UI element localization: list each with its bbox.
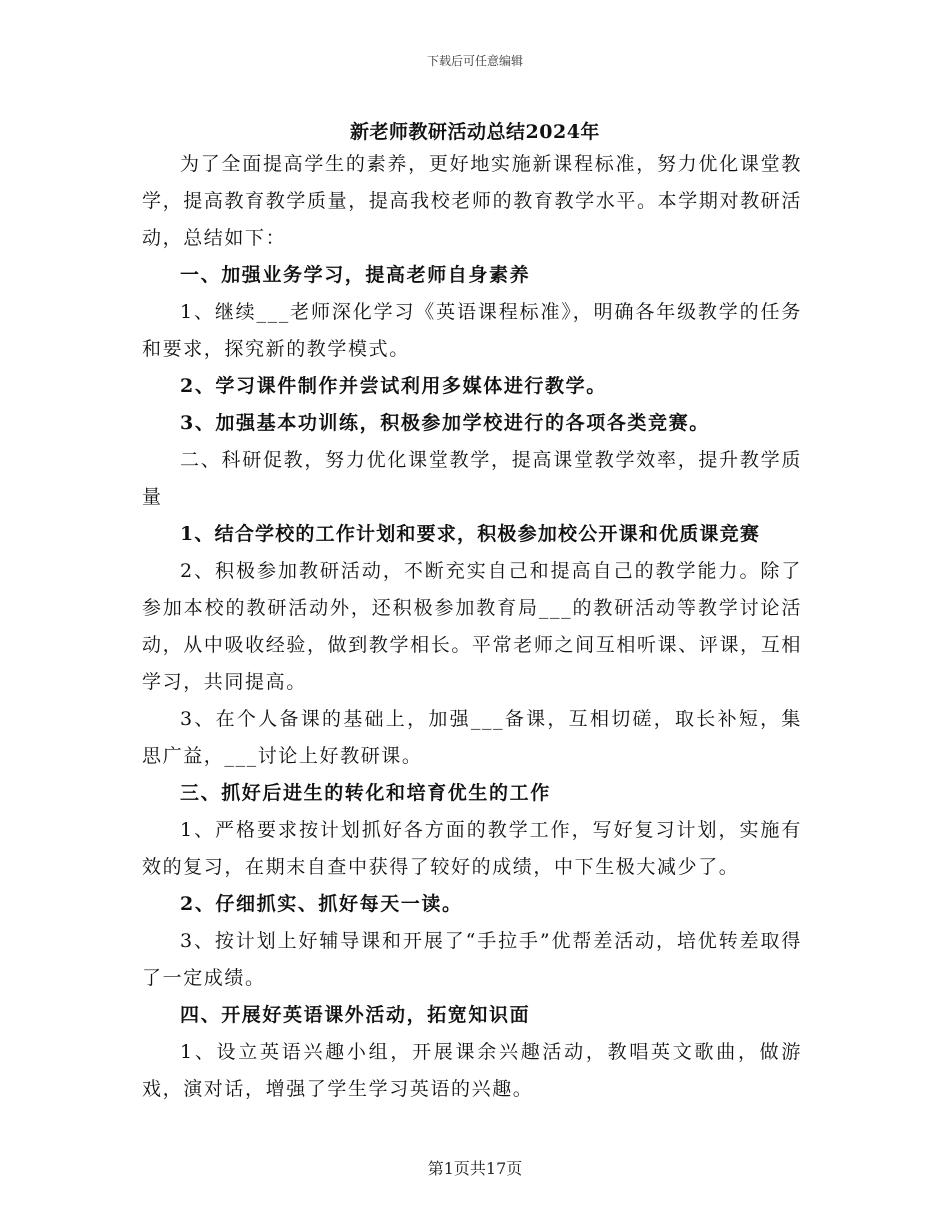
section-heading-1: 一、加强业务学习，提高老师自身素养: [180, 264, 531, 286]
page-footer: 第1页共17页: [427, 1159, 523, 1178]
section-2-item-2: 2、积极参加教研活动，不断充实自己和提高自己的教学能力。除了参加本校的教研活动外，还积极参加教育局___的教研活动等教学讨论活动，从中吸收经验，做到教学相长。平常老师之间互相听课、评课，互相学习，共同提高。: [142, 560, 802, 693]
document-body: [142, 146, 802, 1108]
section-3-item-2: 2、仔细抓实、抓好每天一读。: [180, 893, 463, 915]
section-1-item-3: 3、加强基本功训练，积极参加学校进行的各项各类竞赛。: [180, 412, 710, 434]
section-4-item-1: 1、设立英语兴趣小组，开展课余兴趣活动，教唱英文歌曲，做游戏，演对话，增强了学生学习英语的兴趣。: [142, 1041, 802, 1100]
section-1-item-1: 1、继续___老师深化学习《英语课程标准》，明确各年级教学的任务和要求，探究新的教学模式。: [142, 301, 802, 360]
document-title: 新老师教研活动总结2024年: [350, 121, 600, 143]
section-3-item-3: 3、按计划上好辅导课和开展了“手拉手”优帮差活动，培优转差取得了一定成绩。: [142, 930, 802, 989]
section-2-item-3: 3、在个人备课的基础上，加强___备课，互相切磋，取长补短，集思广益，___讨论上好教研课。: [142, 708, 802, 767]
intro-paragraph: 为了全面提高学生的素养，更好地实施新课程标准，努力优化课堂教学，提高教育教学质量，提高我校老师的教育教学水平。本学期对教研活动，总结如下：: [142, 153, 802, 249]
section-3-item-1: 1、严格要求按计划抓好各方面的教学工作，写好复习计划，实施有效的复习，在期末自查中获得了较好的成绩，中下生极大减少了。: [142, 819, 802, 878]
section-heading-4: 四、开展好英语课外活动，拓宽知识面: [180, 1004, 531, 1026]
section-heading-3: 三、抓好后进生的转化和培育优生的工作: [180, 782, 551, 804]
section-2-item-1: 1、结合学校的工作计划和要求，积极参加校公开课和优质课竞赛: [180, 523, 761, 545]
section-heading-2: 二、科研促教，努力优化课堂教学，提高课堂教学效率，提升教学质量: [142, 449, 802, 508]
section-1-item-2: 2、学习课件制作并尝试利用多媒体进行教学。: [180, 375, 607, 397]
page-header-note: 下载后可任意编辑: [426, 54, 523, 68]
